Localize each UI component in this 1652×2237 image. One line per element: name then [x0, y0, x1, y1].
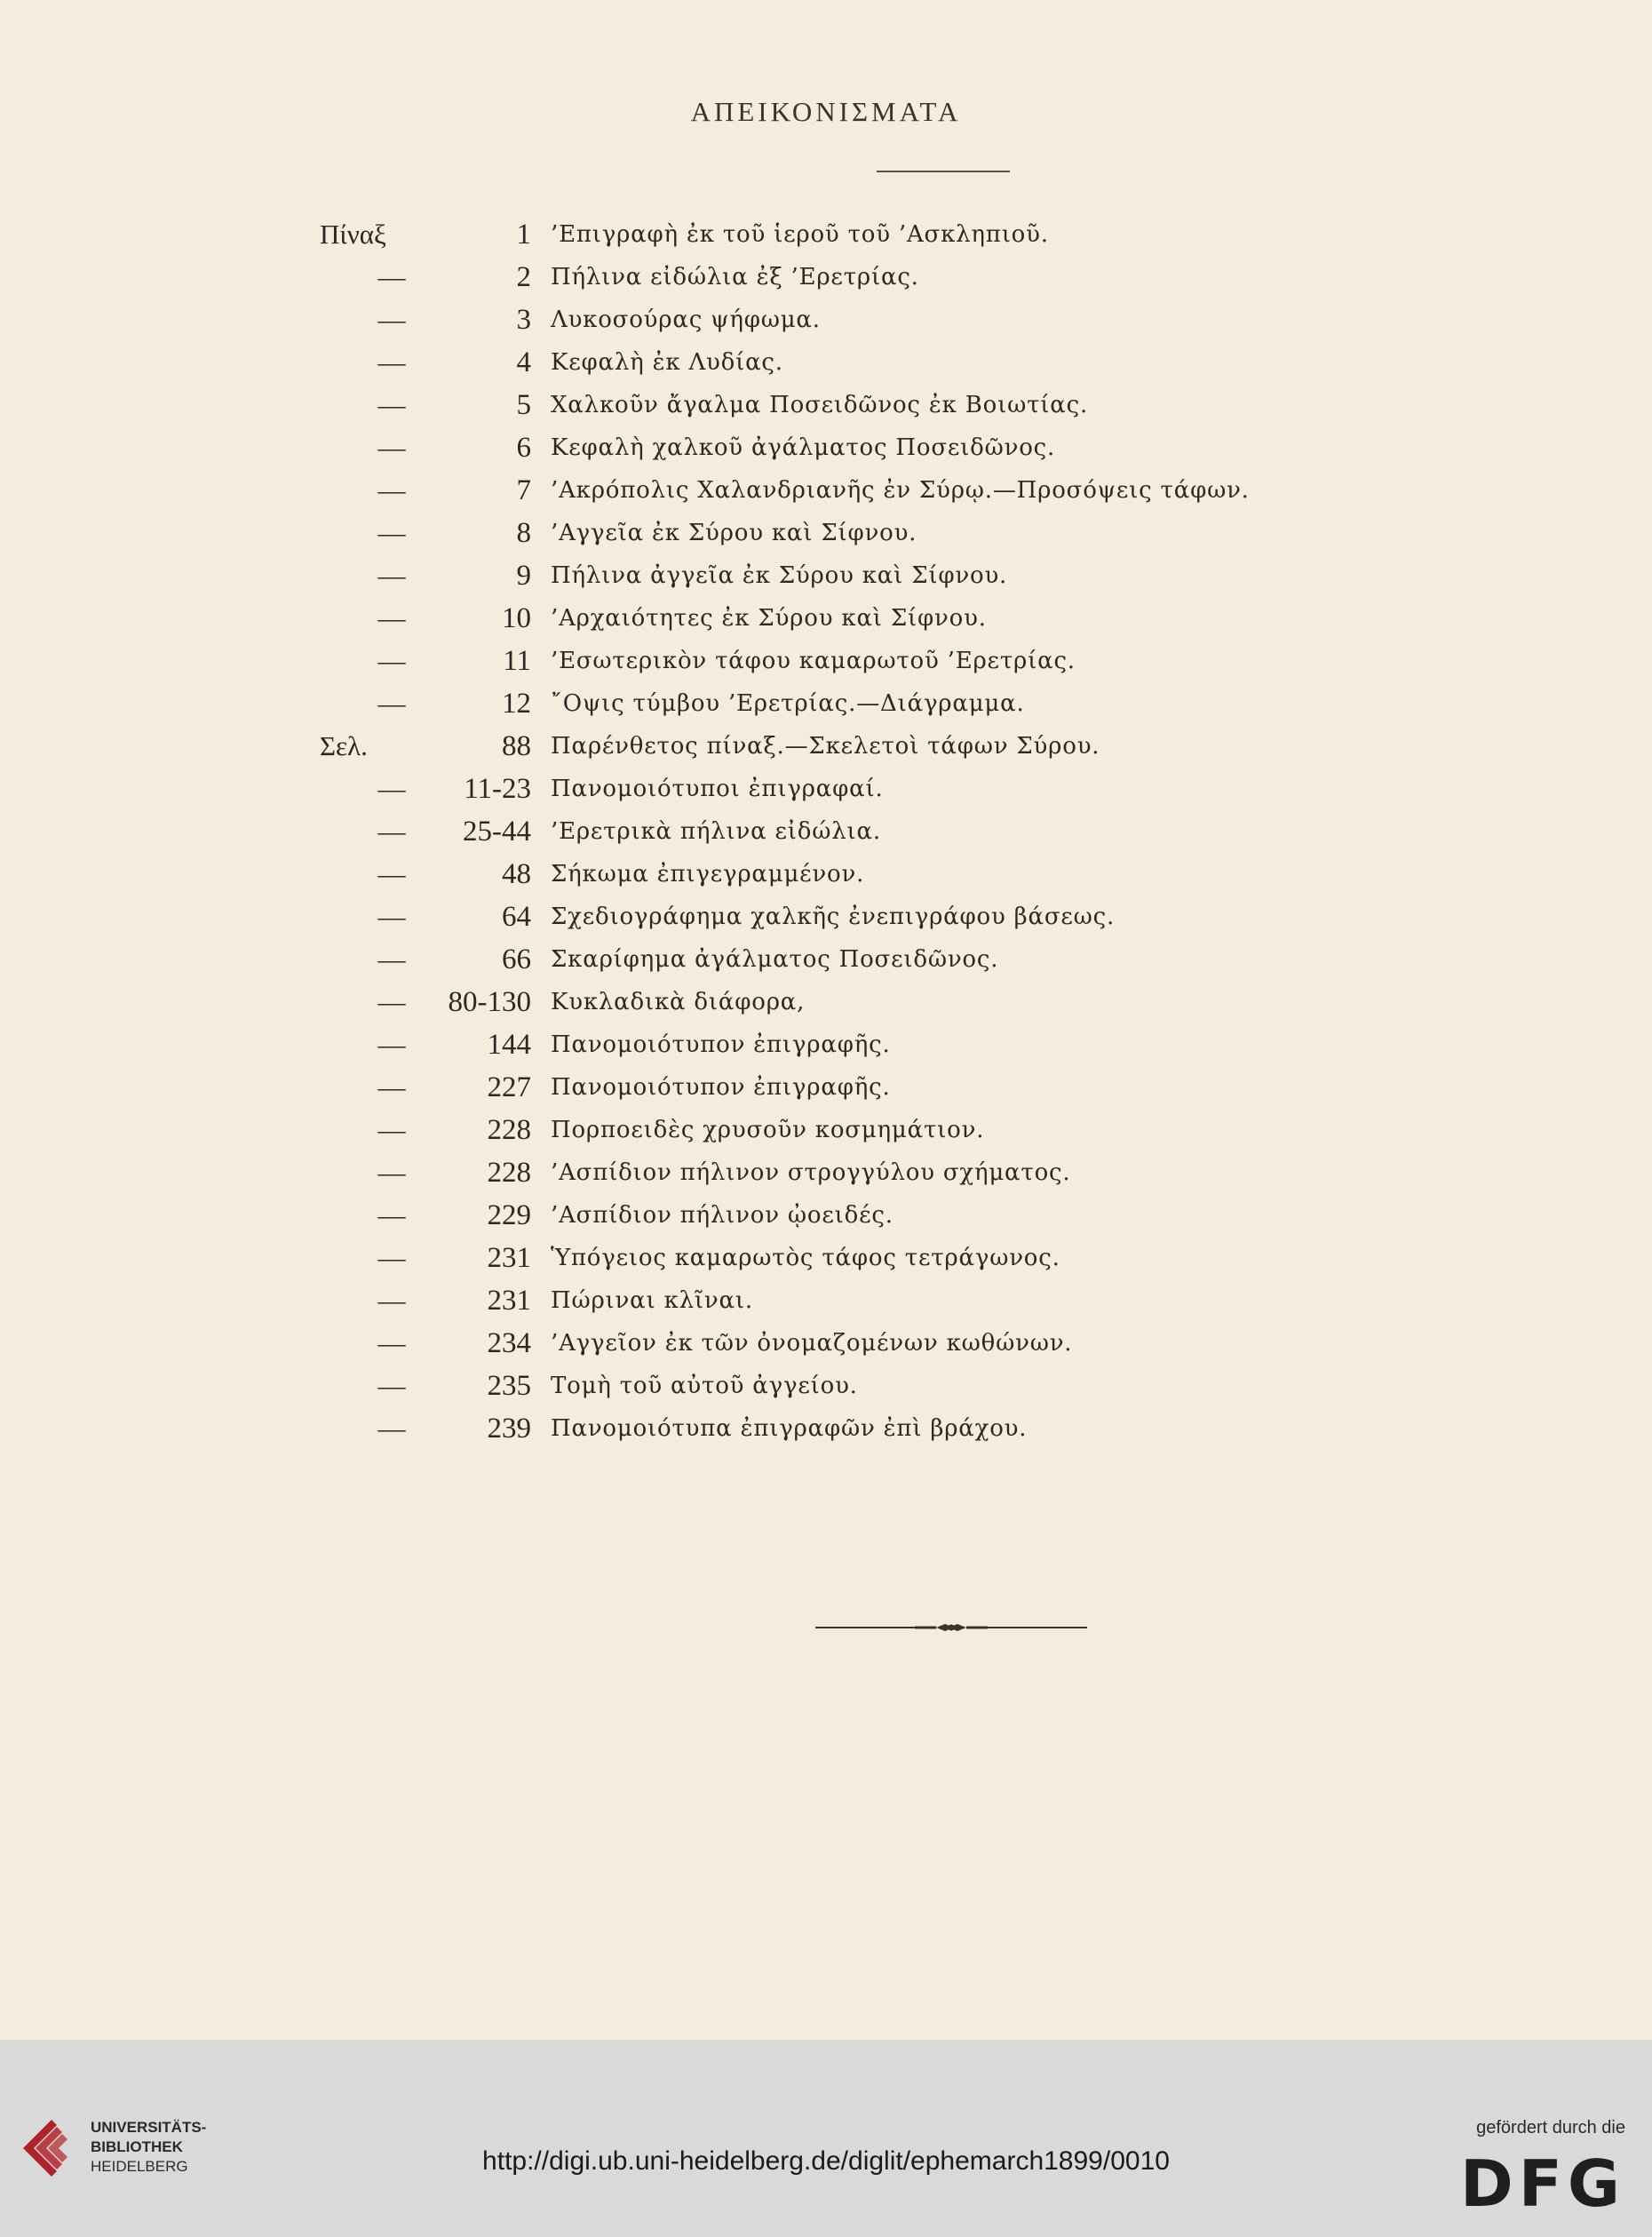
entry-number: 11 — [503, 645, 531, 677]
list-item — [0, 938, 1652, 981]
entry-description: Πανομοιότυπα ἐπιγραφῶν ἐπὶ βράχου. — [551, 1415, 1028, 1442]
list-item — [0, 1365, 1652, 1407]
list-item — [0, 597, 1652, 640]
entry-label: — — [377, 304, 406, 335]
entry-label: — — [377, 773, 406, 804]
list-item — [0, 1066, 1652, 1109]
entry-label: — — [377, 517, 406, 548]
list-item — [0, 384, 1652, 426]
entry-label: — — [377, 1199, 406, 1230]
entry-description: ’Ερετρικὰ πήλινα εἰδώλια. — [551, 818, 881, 845]
entry-number: 80-130 — [448, 986, 531, 1018]
list-item — [0, 810, 1652, 853]
entry-description: Ὑπόγειος καμαρωτὸς τάφος τετράγωνος. — [551, 1245, 1060, 1271]
library-name-line2: BIBLIOTHEK — [91, 2138, 183, 2155]
entry-label: — — [377, 560, 406, 591]
entry-description: ῎Οψις τύμβου ’Ερετρίας.—Διάγραμμα. — [551, 690, 1025, 717]
entry-label: Πίναξ — [320, 219, 386, 250]
entry-number: 64 — [502, 901, 531, 933]
entry-number: 25-44 — [463, 816, 531, 848]
entry-number: 48 — [502, 858, 531, 890]
list-item — [0, 426, 1652, 469]
list-item — [0, 213, 1652, 256]
entry-label: Σελ. — [320, 730, 368, 761]
list-item — [0, 256, 1652, 299]
entry-number: 10 — [502, 602, 531, 634]
entry-description: Πανομοιότυπον ἐπιγραφῆς. — [551, 1074, 891, 1101]
ornament-divider — [815, 1619, 1087, 1636]
library-name-line1: UNIVERSITÄTS- — [91, 2119, 207, 2136]
list-item — [0, 1109, 1652, 1151]
entry-label: — — [377, 602, 406, 633]
list-item — [0, 853, 1652, 896]
entry-description: Πώριναι κλῖναι. — [551, 1287, 753, 1314]
entry-number: 1 — [516, 219, 531, 251]
entry-number: 5 — [516, 389, 531, 421]
entry-label: — — [377, 1071, 406, 1103]
entry-number: 228 — [487, 1114, 531, 1146]
library-name-line3: HEIDELBERG — [91, 2158, 188, 2175]
entry-label: — — [377, 901, 406, 932]
entry-label: — — [377, 816, 406, 847]
list-item — [0, 1194, 1652, 1237]
list-item — [0, 1151, 1652, 1194]
entry-label: — — [377, 432, 406, 463]
entry-description: ’Επιγραφὴ ἐκ τοῦ ἱεροῦ τοῦ ’Ασκληπιοῦ. — [551, 221, 1049, 248]
entry-description: ’Εσωτερικὸν τάφου καμαρωτοῦ ’Ερετρίας. — [551, 648, 1076, 674]
entry-label: — — [377, 1370, 406, 1401]
entry-description: Χαλκοῦν ἄγαλμα Ποσειδῶνος ἐκ Βοιωτίας. — [551, 392, 1089, 418]
dfg-logo[interactable]: DFG — [1459, 2146, 1625, 2221]
permalink-url[interactable]: http://digi.ub.uni-heidelberg.de/diglit/ephemarch1899/0010 — [482, 2146, 1170, 2176]
entry-description: ’Αγγεῖα ἐκ Σύρου καὶ Σίφνου. — [551, 520, 917, 546]
funded-by-text: gefördert durch die — [1476, 2118, 1625, 2137]
entry-description: Σκαρίφημα ἀγάλματος Ποσειδῶνος. — [551, 946, 999, 973]
entry-label: — — [377, 1029, 406, 1060]
entry-number: 8 — [516, 517, 531, 549]
entry-number: 144 — [487, 1029, 531, 1061]
entry-label: — — [377, 1327, 406, 1358]
entry-description: Τομὴ τοῦ αὐτοῦ ἀγγείου. — [551, 1373, 858, 1399]
entry-number: 4 — [516, 346, 531, 378]
entry-label: — — [377, 1114, 406, 1145]
list-item — [0, 768, 1652, 810]
page-title: ΑΠΕΙΚΟΝΙΣΜΑΤΑ — [690, 96, 962, 127]
entry-label: — — [377, 474, 406, 506]
entry-label: — — [377, 1413, 406, 1444]
entry-number: 9 — [516, 560, 531, 592]
list-item — [0, 299, 1652, 341]
list-item — [0, 896, 1652, 938]
entry-label: — — [377, 261, 406, 292]
entry-description: Κεφαλὴ ἐκ Λυδίας. — [551, 349, 783, 376]
entry-number: 88 — [502, 730, 531, 762]
entry-description: ’Ασπίδιον πήλινον ᾠοειδές. — [551, 1202, 894, 1229]
list-item — [0, 1237, 1652, 1279]
entry-number: 11-23 — [464, 773, 531, 805]
entry-description: Λυκοσούρας ψήφωμα. — [551, 306, 821, 333]
entry-number: 6 — [516, 432, 531, 464]
entry-description: ’Ακρόπολις Χαλανδριανῆς ἐν Σύρῳ.—Προσόψεις τάφων. — [551, 477, 1250, 504]
entry-number: 3 — [516, 304, 531, 336]
entry-label: — — [377, 986, 406, 1017]
entry-label: — — [377, 943, 406, 975]
entry-description: Πήλινα εἰδώλια ἐξ ’Ερετρίας. — [551, 264, 919, 291]
list-item — [0, 1407, 1652, 1450]
entry-description: Κυκλαδικὰ διάφορα, — [551, 989, 806, 1015]
entry-number: 66 — [502, 943, 531, 975]
entry-number: 228 — [487, 1157, 531, 1189]
entry-number: 231 — [487, 1285, 531, 1317]
list-item — [0, 512, 1652, 554]
entry-label: — — [377, 645, 406, 676]
entry-label: — — [377, 1242, 406, 1273]
entry-label: — — [377, 688, 406, 719]
entry-number: 12 — [502, 688, 531, 720]
entry-description: Πορποειδὲς χρυσοῦν κοσμημάτιον. — [551, 1117, 985, 1143]
entry-number: 7 — [516, 474, 531, 506]
entry-label: — — [377, 1285, 406, 1316]
entry-description: Παρένθετος πίναξ.—Σκελετοὶ τάφων Σύρου. — [551, 733, 1100, 760]
entry-description: ’Αρχαιότητες ἐκ Σύρου καὶ Σίφνου. — [551, 605, 987, 632]
entry-description: Σχεδιογράφημα χαλκῆς ἐνεπιγράφου βάσεως. — [551, 904, 1116, 930]
entry-label: — — [377, 346, 406, 378]
entry-label: — — [377, 389, 406, 420]
list-item — [0, 554, 1652, 597]
entry-number: 239 — [487, 1413, 531, 1445]
list-item — [0, 640, 1652, 682]
entry-description: Πήλινα ἀγγεῖα ἐκ Σύρου καὶ Σίφνου. — [551, 562, 1008, 589]
list-item — [0, 341, 1652, 384]
list-item — [0, 1023, 1652, 1066]
list-item — [0, 1279, 1652, 1322]
entry-number: 231 — [487, 1242, 531, 1274]
entry-number: 2 — [516, 261, 531, 293]
entry-description: Πανομοιότυποι ἐπιγραφαί. — [551, 776, 884, 802]
list-item — [0, 469, 1652, 512]
entry-number: 235 — [487, 1370, 531, 1402]
entry-description: Πανομοιότυπον ἐπιγραφῆς. — [551, 1031, 891, 1058]
entry-number: 229 — [487, 1199, 531, 1231]
list-item — [0, 1322, 1652, 1365]
entry-description: ’Αγγεῖον ἐκ τῶν ὀνομαζομένων κωθώνων. — [551, 1330, 1073, 1357]
entry-number: 227 — [487, 1071, 531, 1103]
entry-description: Κεφαλὴ χαλκοῦ ἀγάλματος Ποσειδῶνος. — [551, 434, 1056, 461]
entry-number: 234 — [487, 1327, 531, 1359]
entry-label: — — [377, 1157, 406, 1188]
list-item — [0, 981, 1652, 1023]
entry-label: — — [377, 858, 406, 889]
entry-description: Σήκωμα ἐπιγεγραμμένον. — [551, 861, 865, 888]
list-item — [0, 682, 1652, 725]
entry-description: ’Ασπίδιον πήλινον στρογγύλου σχήματος. — [551, 1159, 1071, 1186]
digitization-footer — [0, 2040, 1652, 2237]
title-rule — [877, 171, 1010, 172]
list-item — [0, 725, 1652, 768]
illustrations-list — [0, 213, 1652, 1450]
